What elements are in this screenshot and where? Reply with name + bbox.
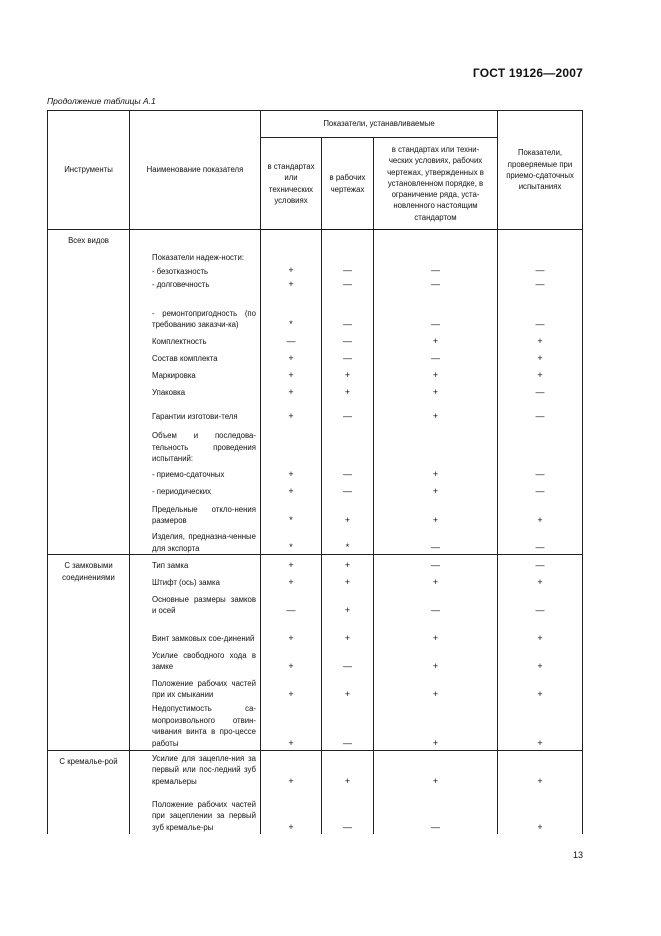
mark-cell-c2: +	[322, 572, 374, 589]
mark-cell-c4: +	[498, 498, 583, 527]
mark-cell-c2: +	[322, 382, 374, 399]
mark-cell-c1: *	[261, 527, 322, 555]
mark-cell-c4: —	[498, 555, 583, 572]
indicator-name-cell: - ремонтопригодность (по требованию заказчи-ка)	[130, 291, 261, 331]
mark-cell-c1: *	[261, 498, 322, 527]
indicator-name-cell: Недопустимость са-мопроизвольного отвин-чивания винта в про-цессе работы	[130, 701, 261, 750]
header-established-group: Показатели, устанавливаемые	[261, 111, 498, 138]
indicator-name-cell: Упаковка	[130, 382, 261, 399]
mark-cell-c4: —	[498, 291, 583, 331]
header-acceptance: Показатели, проверяемые при приемо-сдаточных испытаниях	[498, 111, 583, 230]
mark-cell-c1: +	[261, 365, 322, 382]
header-indicator-name: Наименование показателя	[130, 111, 261, 230]
mark-cell-c3: —	[374, 291, 498, 331]
mark-cell-c4: +	[498, 645, 583, 673]
mark-cell-c4: —	[498, 589, 583, 617]
mark-cell-c4: +	[498, 348, 583, 365]
mark-cell-c3: +	[374, 481, 498, 498]
mark-cell-c2: +	[322, 365, 374, 382]
mark-cell-c3: +	[374, 498, 498, 527]
mark-cell-c4: —	[498, 382, 583, 399]
indicator-name-cell: Положение рабочих частей при зацеплении за первый зуб кремалье-ры	[130, 788, 261, 834]
mark-cell-c2: —	[322, 277, 374, 291]
header-in-standards: в стандартах или технических условиях	[261, 138, 322, 230]
document-code: ГОСТ 19126—2007	[472, 66, 583, 80]
mark-cell-c3: —	[374, 555, 498, 572]
instrument-cell: С кремалье-рой	[48, 750, 130, 834]
indicator-name-cell: - периодических	[130, 481, 261, 498]
mark-cell-c2: —	[322, 465, 374, 481]
mark-cell-c3: +	[374, 399, 498, 423]
mark-cell-c3: —	[374, 527, 498, 555]
indicator-name-cell: Основные размеры замков и осей	[130, 589, 261, 617]
mark-cell-c4: +	[498, 673, 583, 701]
indicator-name-cell: Штифт (ось) замка	[130, 572, 261, 589]
mark-cell-c3: +	[374, 365, 498, 382]
mark-cell-c2: —	[322, 264, 374, 278]
mark-cell-c4: —	[498, 399, 583, 423]
mark-cell-c4	[498, 230, 583, 264]
mark-cell-c1: +	[261, 264, 322, 278]
mark-cell-c2: *	[322, 527, 374, 555]
mark-cell-c1: +	[261, 481, 322, 498]
mark-cell-c4: —	[498, 481, 583, 498]
mark-cell-c1: —	[261, 589, 322, 617]
mark-cell-c2: +	[322, 589, 374, 617]
indicator-name-cell: Состав комплекта	[130, 348, 261, 365]
header-in-restricted: в стандартах или техни-ческих условиях, рабочих чертежах, утвержденных в установленном порядке, в ограничение ряда, уста-новленного настоящим стандартом	[374, 138, 498, 230]
table-row	[48, 555, 583, 572]
indicator-name-cell: Изделия, предназна-ченные для экспорта	[130, 527, 261, 555]
mark-cell-c1: +	[261, 555, 322, 572]
mark-cell-c3: +	[374, 645, 498, 673]
mark-cell-c2: —	[322, 348, 374, 365]
mark-cell-c4: +	[498, 572, 583, 589]
indicator-name-cell: - безотказность	[130, 264, 261, 278]
mark-cell-c2	[322, 230, 374, 264]
header-in-drawings: в рабочих чертежах	[322, 138, 374, 230]
mark-cell-c3: —	[374, 348, 498, 365]
instrument-cell: С замковыми соединениями	[48, 555, 130, 750]
mark-cell-c3: +	[374, 382, 498, 399]
mark-cell-c1: +	[261, 617, 322, 645]
mark-cell-c2: +	[322, 617, 374, 645]
mark-cell-c2: —	[322, 645, 374, 673]
mark-cell-c1: +	[261, 465, 322, 481]
indicator-name-cell: Усилие свободного хода в замке	[130, 645, 261, 673]
mark-cell-c4: +	[498, 750, 583, 788]
mark-cell-c1: +	[261, 701, 322, 750]
mark-cell-c2: +	[322, 555, 374, 572]
header-instruments: Инструменты	[48, 111, 130, 230]
page-number: 13	[572, 850, 583, 860]
indicator-name-cell: Усилие для зацепле-ния за первый или пос-ледний зуб кремальеры	[130, 750, 261, 788]
mark-cell-c4: +	[498, 617, 583, 645]
mark-cell-c2: —	[322, 291, 374, 331]
table-body	[48, 230, 583, 834]
mark-cell-c3: —	[374, 264, 498, 278]
indicator-name-cell: - приемо-сдаточных	[130, 465, 261, 481]
mark-cell-c2: —	[322, 481, 374, 498]
mark-cell-c2: +	[322, 498, 374, 527]
indicator-name-cell: Винт замковых сое-динений	[130, 617, 261, 645]
mark-cell-c3: —	[374, 589, 498, 617]
mark-cell-c2: —	[322, 788, 374, 834]
indicators-table	[47, 110, 583, 834]
mark-cell-c1: +	[261, 399, 322, 423]
mark-cell-c4: —	[498, 527, 583, 555]
mark-cell-c4: —	[498, 264, 583, 278]
mark-cell-c3: +	[374, 750, 498, 788]
mark-cell-c1: +	[261, 382, 322, 399]
mark-cell-c1: +	[261, 277, 322, 291]
mark-cell-c2: —	[322, 399, 374, 423]
mark-cell-c4: —	[498, 465, 583, 481]
mark-cell-c1: +	[261, 572, 322, 589]
mark-cell-c2: +	[322, 673, 374, 701]
mark-cell-c4: +	[498, 701, 583, 750]
indicator-name-cell: Маркировка	[130, 365, 261, 382]
indicator-name-cell: Показатели надеж-ности:	[130, 230, 261, 264]
indicator-name-cell: - долговечность	[130, 277, 261, 291]
mark-cell-c2: —	[322, 701, 374, 750]
mark-cell-c3: —	[374, 277, 498, 291]
mark-cell-c1: *	[261, 291, 322, 331]
mark-cell-c3: +	[374, 465, 498, 481]
mark-cell-c3: —	[374, 788, 498, 834]
table-row	[48, 750, 583, 788]
mark-cell-c2: +	[322, 750, 374, 788]
instrument-cell: Всех видов	[48, 230, 130, 555]
mark-cell-c3	[374, 423, 498, 465]
mark-cell-c1: +	[261, 788, 322, 834]
mark-cell-c3: +	[374, 673, 498, 701]
mark-cell-c1	[261, 230, 322, 264]
indicator-name-cell: Комплектность	[130, 331, 261, 348]
indicator-name-cell: Тип замка	[130, 555, 261, 572]
indicator-name-cell: Гарантии изготови-теля	[130, 399, 261, 423]
indicator-name-cell: Объем и последова-тельность проведения испытаний:	[130, 423, 261, 465]
table-row	[48, 230, 583, 264]
mark-cell-c3	[374, 230, 498, 264]
mark-cell-c4: +	[498, 331, 583, 348]
mark-cell-c1: —	[261, 331, 322, 348]
mark-cell-c1	[261, 423, 322, 465]
indicator-name-cell: Предельные откло-нения размеров	[130, 498, 261, 527]
mark-cell-c4: +	[498, 788, 583, 834]
mark-cell-c1: +	[261, 673, 322, 701]
mark-cell-c1: +	[261, 348, 322, 365]
table-caption: Продолжение таблицы А.1	[47, 96, 156, 106]
mark-cell-c1: +	[261, 750, 322, 788]
mark-cell-c3: +	[374, 617, 498, 645]
mark-cell-c1: +	[261, 645, 322, 673]
mark-cell-c4: —	[498, 277, 583, 291]
mark-cell-c3: +	[374, 572, 498, 589]
mark-cell-c4	[498, 423, 583, 465]
mark-cell-c3: +	[374, 701, 498, 750]
mark-cell-c3: +	[374, 331, 498, 348]
mark-cell-c2	[322, 423, 374, 465]
indicator-name-cell: Положение рабочих частей при их смыкании	[130, 673, 261, 701]
mark-cell-c4: +	[498, 365, 583, 382]
mark-cell-c2: —	[322, 331, 374, 348]
